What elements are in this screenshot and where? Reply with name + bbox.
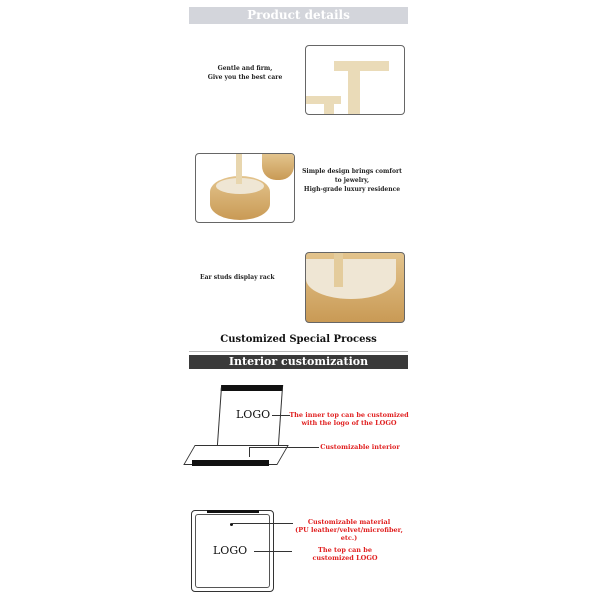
feature-2-line-2: to jewelry, (334, 177, 370, 184)
top-logo-note-line-1: The top can be (318, 546, 372, 554)
material-note (288, 518, 410, 542)
inner-top-note-line-1: The inner top can be customized (289, 411, 409, 419)
inner-top-note (289, 411, 409, 427)
top-logo-note (300, 546, 390, 562)
feature-1-text (200, 64, 290, 82)
round-base-photo (195, 153, 295, 223)
product-details-header: Product details (189, 7, 408, 24)
inner-top-note-line-2: with the logo of the LOGO (301, 419, 397, 427)
feature-2-line-1: Simple design brings comfort (302, 168, 402, 175)
material-note-line-1: Customizable material (307, 518, 391, 526)
t-stand-photo (305, 45, 405, 115)
divider (189, 351, 408, 352)
top-logo-note-line-2: customized LOGO (312, 554, 378, 562)
customized-process-title: Customized Special Process (220, 334, 377, 345)
top-logo-label: LOGO (213, 544, 248, 557)
material-note-line-2: (PU leather/velvet/microfiber, etc.) (295, 526, 403, 542)
feature-3-text: Ear studs display rack (200, 274, 275, 281)
interior-note: Customizable interior (320, 443, 400, 451)
interior-customization-banner: Interior customization (189, 355, 408, 369)
feature-1-line-1: Gentle and firm, (217, 65, 273, 72)
feature-2-text (300, 167, 404, 194)
open-box-diagram (189, 380, 409, 480)
feature-1-line-2: Give you the best care (207, 74, 283, 81)
feature-2-line-3: High-grade luxury residence (303, 186, 401, 193)
inner-logo-label: LOGO (236, 408, 271, 421)
ear-stud-rack-photo (305, 252, 405, 323)
